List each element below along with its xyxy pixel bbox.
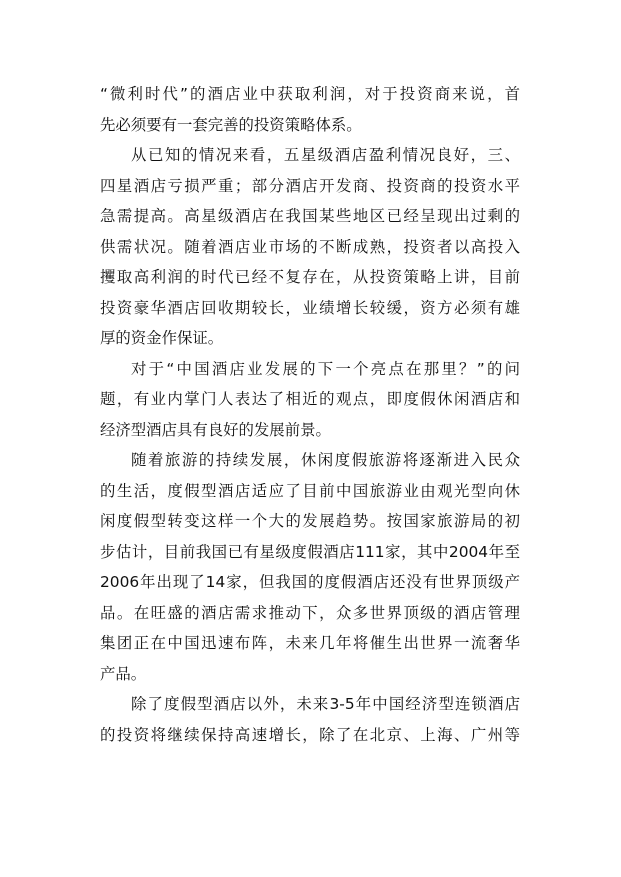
- text-line: 急需提高。高星级酒店在我国某些地区已经呈现出过剩的: [100, 207, 520, 225]
- text-line: 2006年出现了14家，但我国的度假酒店还没有世界顶级产: [100, 573, 520, 591]
- text-line: 闲度假型转变这样一个大的发展趋势。按国家旅游局的初: [100, 512, 520, 530]
- text-line: 题，有业内掌门人表达了相近的观点，即度假休闲酒店和: [100, 390, 520, 408]
- text-line: 产品。: [100, 664, 147, 683]
- body-text: [100, 79, 520, 750]
- text-line: 经济型酒店具有良好的发展前景。: [100, 420, 331, 439]
- text-line: 攫取高利润的时代已经不复存在，从投资策略上讲，目前: [100, 268, 520, 286]
- text-line: 除了度假型酒店以外，未来3-5年中国经济型连锁酒店: [131, 695, 520, 713]
- text-line: 集团正在中国迅速布阵，未来几年将催生出世界一流奢华: [100, 634, 520, 652]
- text-line: 品。在旺盛的酒店需求推动下，众多世界顶级的酒店管理: [100, 603, 520, 622]
- text-line: 四星酒店亏损严重；部分酒店开发商、投资商的投资水平: [100, 176, 520, 195]
- text-line: 随着旅游的持续发展，休闲度假旅游将逐渐进入民众: [131, 451, 520, 469]
- text-line: “微利时代”的酒店业中获取利润，对于投资商来说，首: [100, 85, 520, 103]
- text-line: 的生活，度假型酒店适应了目前中国旅游业由观光型向休: [100, 481, 520, 500]
- text-line: 投资豪华酒店回收期较长，业绩增长较缓，资方必须有雄: [100, 298, 520, 317]
- text-line: 厚的资金作保证。: [100, 329, 224, 347]
- text-line: 对于“中国酒店业发展的下一个亮点在那里？”的问: [131, 359, 520, 378]
- text-line: 的投资将继续保持高速增长，除了在北京、上海、广州等: [100, 725, 520, 744]
- text-line: 先必须要有一套完善的投资策略体系。: [100, 115, 362, 134]
- text-line: 从已知的情况来看，五星级酒店盈利情况良好，三、: [131, 146, 520, 164]
- text-line: 步估计，目前我国已有星级度假酒店111家，其中2004年至: [100, 542, 520, 561]
- text-line: 供需状况。随着酒店业市场的不断成熟，投资者以高投入: [100, 237, 520, 256]
